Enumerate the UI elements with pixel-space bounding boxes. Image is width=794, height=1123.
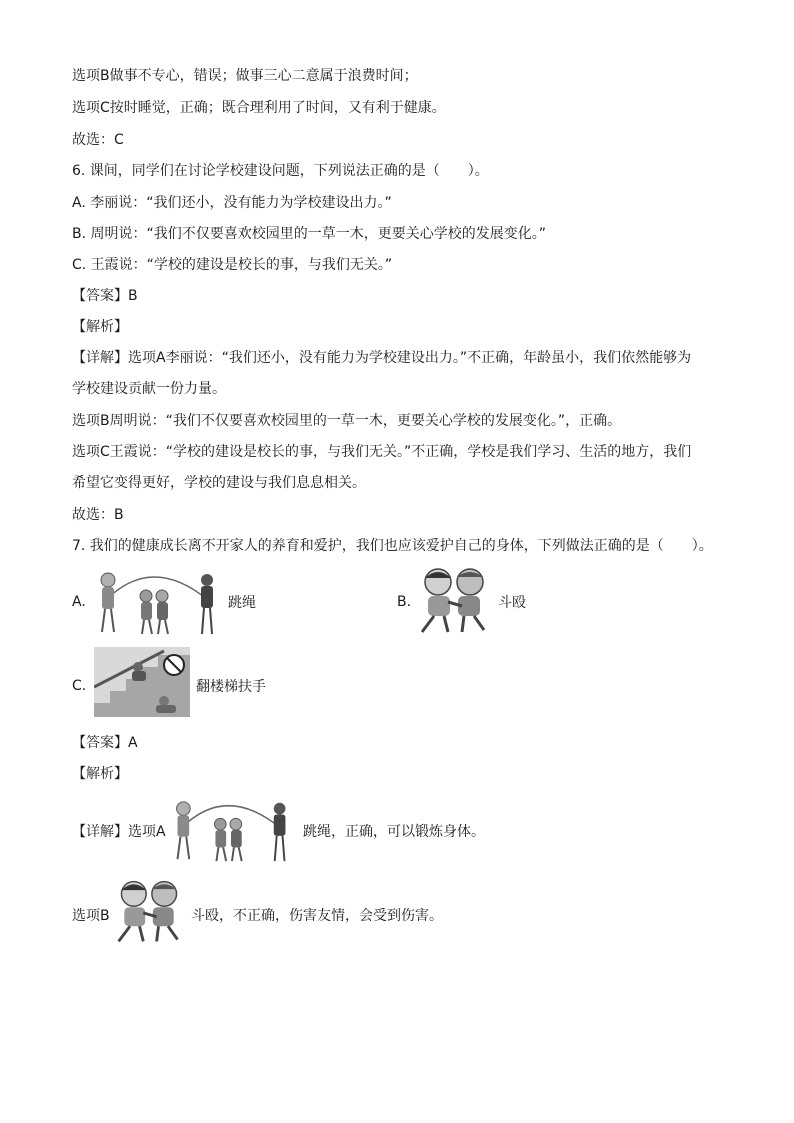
answer-6: 【答案】B — [72, 288, 138, 304]
question-7: 7. 我们的健康成长离不开家人的养育和爱护，我们也应该爱护自己的身体，下列做法正确的是（ ）。 — [72, 538, 713, 554]
jump-rope-icon — [92, 566, 222, 638]
detail-6-line2: 学校建设贡献一份力量。 — [72, 381, 226, 397]
option-7b-text: 斗殴 — [498, 595, 526, 611]
answer-7: 【答案】A — [72, 735, 138, 751]
jump-rope-small-icon — [165, 795, 297, 865]
analysis-heading-6: 【解析】 — [72, 319, 128, 335]
analysis-heading-7: 【解析】 — [72, 766, 128, 782]
detail-6-line3: 选项B周明说：“我们不仅要喜欢校园里的一草一木，更要关心学校的发展变化。”，正确。 — [72, 413, 622, 429]
detail-7b-text: 斗殴，不正确，伤害友情，会受到伤害。 — [191, 908, 443, 924]
text-line: 故选：C — [72, 132, 124, 148]
detail-6-line5: 希望它变得更好，学校的建设与我们息息相关。 — [72, 475, 366, 491]
stair-rail-icon — [94, 647, 190, 717]
detail-7a-prefix: 【详解】选项A — [72, 824, 166, 840]
question-6: 6. 课间，同学们在讨论学校建设问题，下列说法正确的是（ ）。 — [72, 163, 489, 179]
option-7a-letter: A. — [72, 594, 86, 610]
text-line: 选项B做事不专心，错误；做事三心二意属于浪费时间； — [72, 68, 418, 84]
fighting-small-icon — [111, 876, 187, 946]
option-6c: C. 王霞说：“学校的建设是校长的事，与我们无关。” — [72, 257, 393, 273]
option-6b: B. 周明说：“我们不仅要喜欢校园里的一草一木，更要关心学校的发展变化。” — [72, 226, 547, 242]
choose-6: 故选：B — [72, 507, 124, 523]
detail-7a-text: 跳绳，正确，可以锻炼身体。 — [303, 824, 485, 840]
option-7b-letter: B. — [397, 594, 412, 610]
option-7a-text: 跳绳 — [228, 595, 256, 611]
text-line: 选项C按时睡觉，正确；既合理利用了时间，又有利于健康。 — [72, 100, 446, 116]
option-7c-letter: C. — [72, 678, 87, 694]
detail-7b-prefix: 选项B — [72, 908, 110, 924]
fighting-icon — [414, 564, 494, 636]
detail-6-line4: 选项C王霞说：“学校的建设是校长的事，与我们无关。”不正确，学校是我们学习、生活的地方，我们 — [72, 444, 692, 460]
detail-6-line1: 【详解】选项A李丽说：“我们还小，没有能力为学校建设出力。”不正确，年龄虽小，我们依然能够为 — [72, 350, 692, 366]
option-7c-text: 翻楼梯扶手 — [196, 679, 266, 695]
option-6a: A. 李丽说：“我们还小，没有能力为学校建设出力。” — [72, 195, 392, 211]
